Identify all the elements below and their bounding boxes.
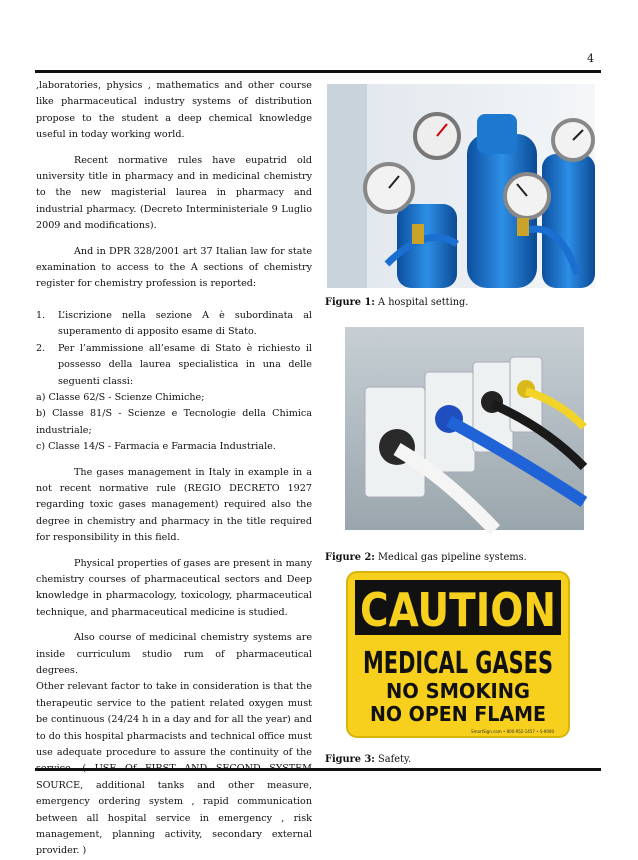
figure-3-caption: Figure 3: Safety. [325,754,412,765]
bottom-rule [35,768,601,771]
figure-1-caption: Figure 1: A hospital setting. [325,297,469,308]
sign-footer: SmartSign.com • 800-952-1457 • S-9000 [471,729,554,734]
paragraph-6: Also course of medicinal chemistry systems are inside curriculum studio rum of pharmaceutical degrees. [36,632,312,676]
paragraph-1: ,laboratories, physics , mathematics and other course like pharmaceutical industry systems of distribution propose to the student a deep chemical knowledge useful in today working world. [36,80,312,141]
class-item: b) Classe 81/S - Scienze e Tecnologie della Chimica industriale; [36,408,312,436]
class-item: c) Classe 14/S - Farmacia e Farmacia Industriale. [36,441,276,453]
paragraph-5: Physical properties of gases are present in many chemistry courses of pharmaceutical sectors and Deep knowledge in pharmacology, toxicology, pharmaceutical technique, and pharmaceutical medicine is studied. [36,557,312,618]
left-column [36,78,312,860]
top-rule [35,70,601,73]
class-item: a) Classe 62/S - Scienze Chimiche; [36,391,205,403]
figure-1-image [327,84,595,288]
figure-3-image [346,571,570,738]
paragraph-3: And in DPR 328/2001 art 37 Italian law for state examination to access to the A sections of chemistry register for chemistry profession is reported: [36,245,312,290]
figure-2-caption: Figure 2: Medical gas pipeline systems. [325,552,527,563]
paragraph-7: Other relevant factor to take in consideration is that the therapeutic service to the patient related oxygen must be continuous (24/24 h in a day and for all the year) and to do this hospital pharmacists and technical office must use adequate procedure to assure the continuity of the SOURCE, additional tanks and other measure, emergency ordering system , rapid communication between all hospital service in emergency , risk management, planning activity, secondary external provider. ) [36,681,312,857]
page-number: 4 [587,52,594,65]
sign-header: CAUTION [360,583,556,637]
sign-line-3: NO OPEN FLAME [370,702,546,726]
sign-line-2: NO SMOKING [386,679,530,703]
list-item: 1. L’iscrizione nella sezione A è subordinata al superamento di apposito esame di Stato. [36,309,312,338]
list-item: 2. Per l’ammissione all’esame di Stato è richiesto il possesso della laurea specialistica in una delle seguenti classi: [36,342,312,387]
figure-2-image [345,327,584,530]
sign-line-1: MEDICAL GASES [363,646,553,681]
paragraph-4: The gases management in Italy in example in a not recent normative rule (REGIO DECRETO 1927 regarding toxic gases management) required also the degree in chemistry and pharmacy in the title required for responsibility in this field. [36,466,312,544]
paragraph-2: Recent normative rules have eupatrid old university title in pharmacy and in medicinal chemistry to the new magisterial laurea in pharmacy and industrial pharmacy. (Decreto Interministeriale 9 Luglio 2009 and modifications). [36,154,312,232]
